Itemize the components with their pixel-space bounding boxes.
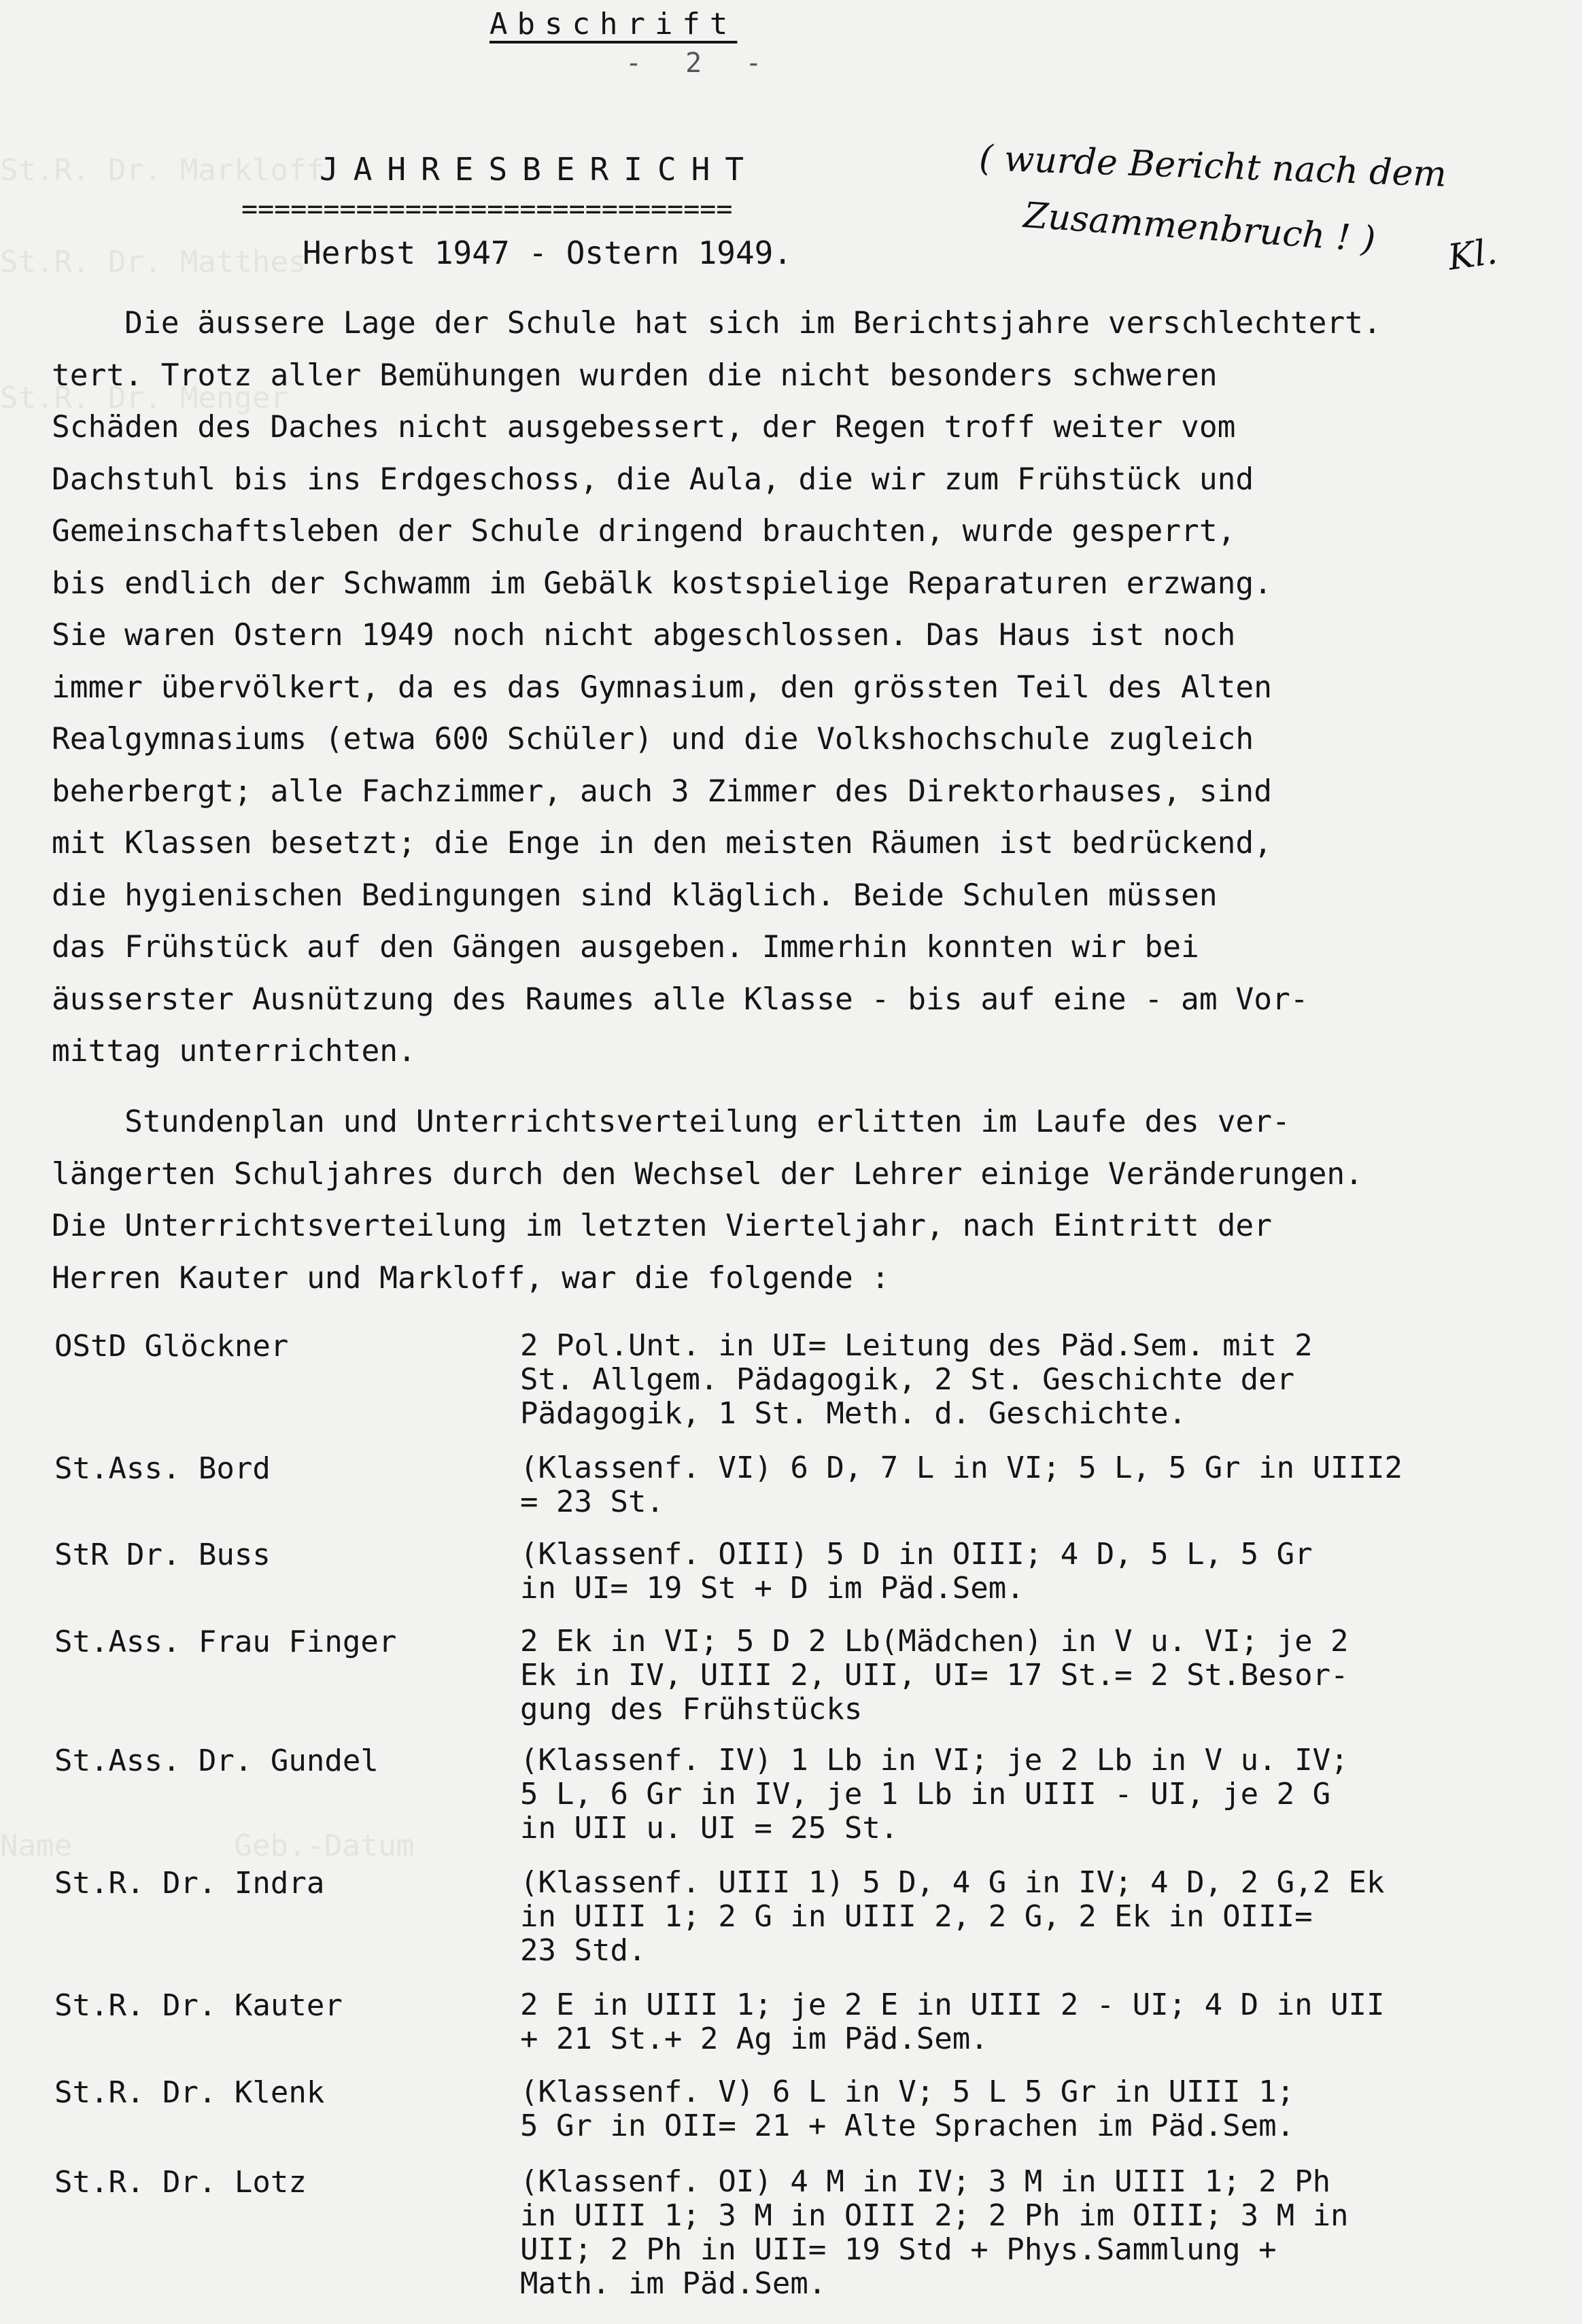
text-line: Realgymnasiums (etwa 600 Schüler) und die Volkshochschule zugleich [52, 722, 1254, 757]
duty-line: (Klassenf. UIII 1) 5 D, 4 G in IV; 4 D, 2 G,2 Ek [520, 1865, 1385, 1900]
handwritten-annotation: ( wurde Bericht nach dem [978, 138, 1447, 195]
staff-name: St.R. Dr. Klenk [54, 2075, 325, 2110]
bleed-through-text: St.R. Dr. Matthes [0, 245, 307, 279]
text-line: bis endlich der Schwamm im Gebälk kostspielige Reparaturen erzwang. [52, 566, 1273, 601]
duty-line: Math. im Päd.Sem. [520, 2266, 827, 2301]
duty-line: 2 Pol.Unt. in UI= Leitung des Päd.Sem. mit 2 [520, 1328, 1313, 1363]
staff-name: St.Ass. Bord [54, 1451, 271, 1486]
staff-duties [520, 1538, 1567, 1606]
staff-name: St.Ass. Dr. Gundel [54, 1744, 379, 1778]
duty-line: gung des Frühstücks [520, 1692, 863, 1727]
duty-line: 2 E in UIII 1; je 2 E in UIII 2 - UI; 4 D in UII [520, 1988, 1385, 2022]
text-line: Stundenplan und Unterrichtsverteilung erlitten im Laufe des ver- [52, 1105, 1290, 1139]
staff-duties [520, 1329, 1567, 1431]
text-line: Die äussere Lage der Schule hat sich im Berichtsjahre verschlechtert. [52, 306, 1381, 341]
duty-line: in UII u. UI = 25 St. [520, 1811, 899, 1845]
paragraph-timetable [52, 1096, 1534, 1304]
staff-name: OStD Glöckner [54, 1329, 289, 1364]
text-line: die hygienischen Bedingungen sind kläglich. Beide Schulen müssen [52, 878, 1218, 913]
duty-line: in UIII 1; 2 G in UIII 2, 2 G, 2 Ek in OIII= [520, 1899, 1313, 1934]
duty-line: = 23 St. [520, 1485, 664, 1519]
duty-line: UII; 2 Ph in UII= 19 Std + Phys.Sammlung + [520, 2232, 1277, 2267]
duty-line: in UIII 1; 3 M in OIII 2; 2 Ph im OIII; 3 M in [520, 2198, 1349, 2233]
duty-line: 2 Ek in VI; 5 D 2 Lb(Mädchen) in V u. VI; je 2 [520, 1624, 1349, 1659]
text-line: äusserster Ausnützung des Raumes alle Klasse - bis auf eine - am Vor- [52, 982, 1309, 1017]
staff-name: St.R. Dr. Kauter [54, 1988, 343, 2023]
text-line: mit Klassen besetzt; die Enge in den meisten Räumen ist bedrückend, [52, 826, 1273, 861]
bleed-through-text: St.R. Dr. Menger [0, 381, 288, 415]
staff-duties [520, 1988, 1567, 2056]
paragraph-school-situation [52, 298, 1534, 1078]
staff-duties [520, 1744, 1567, 1845]
duty-line: 23 Std. [520, 1933, 647, 1968]
staff-name: StR Dr. Buss [54, 1538, 271, 1572]
title-underline: ============================== [241, 194, 733, 225]
staff-duties [520, 1625, 1567, 1727]
text-line: tert. Trotz aller Bemühungen wurden die nicht besonders schweren [52, 358, 1218, 393]
text-line: Dachstuhl bis ins Erdgeschoss, die Aula, die wir zum Frühstück und [52, 462, 1254, 497]
handwritten-annotation: Zusammenbruch ! ) [1022, 194, 1377, 261]
text-line: Sie waren Ostern 1949 noch nicht abgeschlossen. Das Haus ist noch [52, 618, 1236, 653]
text-line: Gemeinschaftsleben der Schule dringend brauchten, wurde gesperrt, [52, 514, 1236, 549]
duty-line: (Klassenf. OIII) 5 D in OIII; 4 D, 5 L, 5 Gr [520, 1537, 1313, 1572]
bleed-through-text: Name Geb.-Datum [0, 1828, 415, 1863]
text-line: Schäden des Daches nicht ausgebessert, der Regen troff weiter vom [52, 410, 1236, 445]
text-line: mittag unterrichten. [52, 1034, 416, 1069]
staff-name: St.R. Dr. Indra [54, 1866, 325, 1901]
staff-duties [520, 1451, 1567, 1519]
duty-line: (Klassenf. VI) 6 D, 7 L in VI; 5 L, 5 Gr in UIII2 [520, 1451, 1403, 1485]
staff-duties [520, 2165, 1567, 2301]
duty-line: Ek in IV, UIII 2, UII, UI= 17 St.= 2 St.Besor- [520, 1658, 1349, 1693]
duty-line: (Klassenf. OI) 4 M in IV; 3 M in UIII 1; 2 Ph [520, 2164, 1331, 2199]
text-line: beherbergt; alle Fachzimmer, auch 3 Zimmer des Direktorhauses, sind [52, 774, 1273, 809]
duty-line: + 21 St.+ 2 Ag im Päd.Sem. [520, 2022, 988, 2056]
text-line: immer übervölkert, da es das Gymnasium, den grössten Teil des Alten [52, 670, 1273, 705]
text-line: Die Unterrichtsverteilung im letzten Vierteljahr, nach Eintritt der [52, 1209, 1273, 1243]
staff-duties [520, 2075, 1567, 2143]
duty-line: (Klassenf. V) 6 L in V; 5 L 5 Gr in UIII 1; [520, 2075, 1295, 2109]
bleed-through-text: St.R. Dr. Markloff [0, 153, 324, 188]
staff-name: St.Ass. Frau Finger [54, 1625, 397, 1659]
staff-duties [520, 1866, 1567, 1968]
document-header: Abschrift [489, 7, 738, 41]
staff-name: St.R. Dr. Lotz [54, 2165, 307, 2200]
text-line: das Frühstück auf den Gängen ausgeben. Immerhin konnten wir bei [52, 930, 1199, 965]
report-title: JAHRESBERICHT [320, 151, 759, 188]
duty-line: St. Allgem. Pädagogik, 2 St. Geschichte der [520, 1362, 1295, 1397]
handwritten-initials: Kl. [1445, 231, 1500, 279]
duty-line: Pädagogik, 1 St. Meth. d. Geschichte. [520, 1396, 1187, 1431]
duty-line: 5 L, 6 Gr in IV, je 1 Lb in UIII - UI, je 2 G [520, 1777, 1331, 1811]
duty-line: (Klassenf. IV) 1 Lb in VI; je 2 Lb in V u. IV; [520, 1743, 1349, 1777]
text-line: längerten Schuljahres durch den Wechsel der Lehrer einige Veränderungen. [52, 1156, 1363, 1192]
report-period: Herbst 1947 - Ostern 1949. [303, 235, 793, 271]
text-line: Herren Kauter und Markloff, war die folgende : [52, 1260, 890, 1296]
page-number: - 2 - [625, 48, 776, 79]
duty-line: in UI= 19 St + D im Päd.Sem. [520, 1571, 1025, 1606]
duty-line: 5 Gr in OII= 21 + Alte Sprachen im Päd.Sem. [520, 2109, 1295, 2143]
